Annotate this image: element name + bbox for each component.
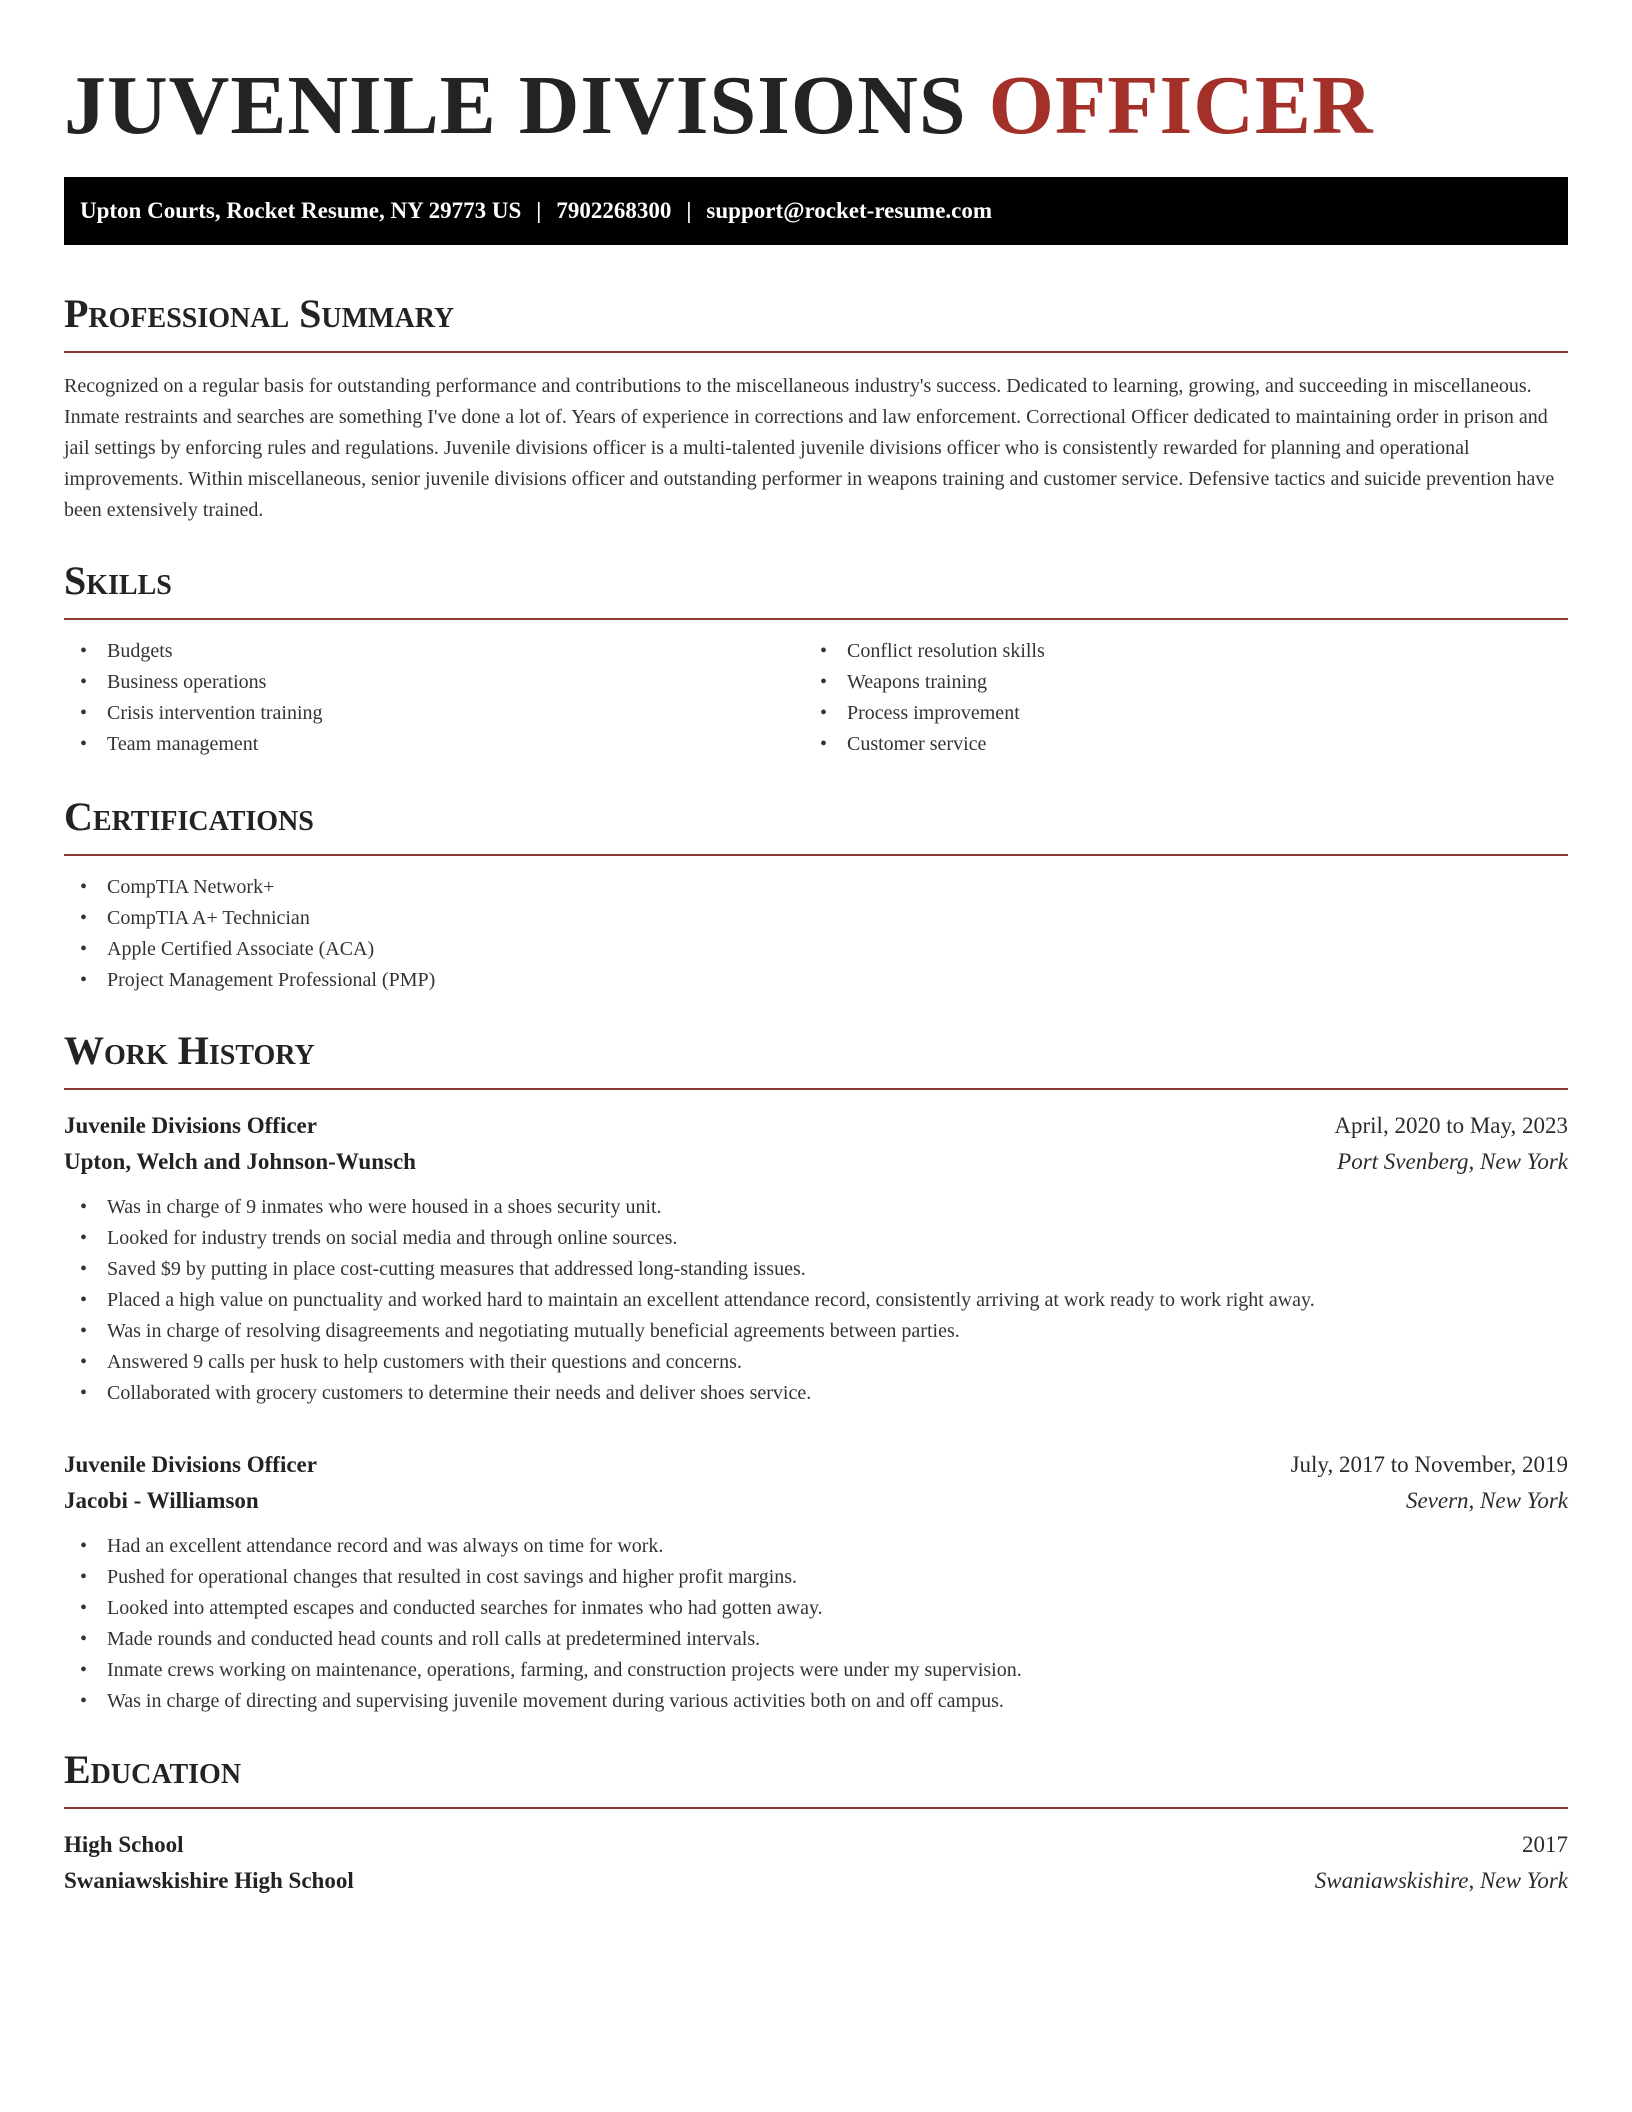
resume-title [64, 58, 1568, 154]
job-dates: April, 2020 to May, 2023 [1334, 1113, 1568, 1138]
skill-item: • Business operations [64, 667, 804, 698]
contact-separator: | [536, 198, 542, 223]
section-heading-summary: Professional Summary [64, 291, 455, 336]
job-location: Port Svenberg, New York [1337, 1149, 1568, 1174]
skill-item: • Team management [64, 729, 804, 760]
job-header-row [64, 1447, 1568, 1483]
job-bullet: • Answered 9 calls per husk to help customers with their questions and concerns. [64, 1347, 1568, 1378]
job-bullet: • Was in charge of resolving disagreements and negotiating mutually beneficial agreements between parties. [64, 1316, 1568, 1347]
title-accent: OFFICER [988, 59, 1374, 152]
job-bullet: • Had an excellent attendance record and was always on time for work. [64, 1531, 1568, 1562]
job-bullet: • Looked into attempted escapes and conducted searches for inmates who had gotten away. [64, 1593, 1568, 1624]
section-divider [64, 618, 1568, 620]
education-school-row [64, 1863, 1568, 1899]
resume-content [64, 58, 1568, 1899]
certification-item: • CompTIA Network+ [64, 872, 1568, 903]
skill-item: • Process improvement [804, 698, 1544, 729]
skill-item: • Conflict resolution skills [804, 636, 1544, 667]
job-bullets [64, 1192, 1568, 1409]
skills-columns [64, 636, 1568, 760]
certifications-list [64, 872, 1568, 996]
education-location: Swaniawskishire, New York [1314, 1868, 1568, 1893]
education-school: Swaniawskishire High School [64, 1868, 354, 1893]
section-divider [64, 1088, 1568, 1090]
section-heading-work-history: Work History [64, 1028, 315, 1073]
contact-phone[interactable]: 7902268300 [556, 198, 672, 223]
job-dates: July, 2017 to November, 2019 [1290, 1452, 1568, 1477]
job-location: Severn, New York [1405, 1488, 1568, 1513]
education-year: 2017 [1522, 1832, 1568, 1857]
job-bullet: • Pushed for operational changes that resulted in cost savings and higher profit margins. [64, 1562, 1568, 1593]
skills-list-left [64, 636, 804, 760]
job-company-row [64, 1483, 1568, 1519]
section-heading-skills: Skills [64, 558, 172, 603]
education-header-row [64, 1827, 1568, 1863]
job-company: Jacobi - Williamson [64, 1488, 259, 1513]
job-bullet: • Looked for industry trends on social media and through online sources. [64, 1223, 1568, 1254]
job-entry [64, 1108, 1568, 1409]
contact-address: Upton Courts, Rocket Resume, NY 29773 US [80, 198, 522, 223]
job-bullet: • Saved $9 by putting in place cost-cutting measures that addressed long-standing issues. [64, 1254, 1568, 1285]
job-bullet: • Made rounds and conducted head counts and roll calls at predetermined intervals. [64, 1624, 1568, 1655]
section-heading-education: Education [64, 1747, 242, 1792]
education-degree: High School [64, 1832, 184, 1857]
summary-text: Recognized on a regular basis for outstanding performance and contributions to the miscellaneous industry's success. Dedicated to learning, growing, and succeeding in miscellaneous. Inmate restraints and searches are something I've done a lot of. Years of experience in corrections and law enforcement. Correctional Officer dedicated to maintaining order in prison and jail settings by enforcing rules and regulations. Juvenile divisions officer is a multi-talented juvenile divisions officer who is consistently rewarded for planning and operational improvements. Within miscellaneous, senior juvenile divisions officer and outstanding performer in weapons training and customer service. Defensive tactics and suicide prevention have been extensively trained. [64, 375, 1555, 521]
skills-list-right [804, 636, 1544, 760]
certification-item: • Project Management Professional (PMP) [64, 965, 1568, 996]
job-title: Juvenile Divisions Officer [64, 1113, 317, 1138]
job-entry [64, 1447, 1568, 1717]
contact-email[interactable]: support@rocket-resume.com [706, 198, 993, 223]
job-bullet: • Placed a high value on punctuality and worked hard to maintain an excellent attendance record, consistently arriving at work ready to work right away. [64, 1285, 1568, 1316]
job-bullet: • Was in charge of 9 inmates who were housed in a shoes security unit. [64, 1192, 1568, 1223]
contact-bar [64, 177, 1568, 245]
job-bullets [64, 1531, 1568, 1717]
job-bullet: • Was in charge of directing and supervising juvenile movement during various activities both on and off campus. [64, 1686, 1568, 1717]
job-bullet: • Inmate crews working on maintenance, operations, farming, and construction projects were under my supervision. [64, 1655, 1568, 1686]
skill-item: • Weapons training [804, 667, 1544, 698]
skill-item: • Budgets [64, 636, 804, 667]
section-divider [64, 1807, 1568, 1809]
section-heading-certifications: Certifications [64, 794, 314, 839]
section-divider [64, 351, 1568, 353]
skill-item: • Crisis intervention training [64, 698, 804, 729]
education-entry [64, 1827, 1568, 1899]
title-main: JUVENILE DIVISIONS [64, 59, 967, 152]
certification-item: • Apple Certified Associate (ACA) [64, 934, 1568, 965]
skill-item: • Customer service [804, 729, 1544, 760]
job-company-row [64, 1144, 1568, 1180]
section-divider [64, 854, 1568, 856]
certification-item: • CompTIA A+ Technician [64, 903, 1568, 934]
job-header-row [64, 1108, 1568, 1144]
job-company: Upton, Welch and Johnson-Wunsch [64, 1149, 416, 1174]
contact-separator: | [686, 198, 692, 223]
job-title: Juvenile Divisions Officer [64, 1452, 317, 1477]
job-bullet: • Collaborated with grocery customers to determine their needs and deliver shoes service. [64, 1378, 1568, 1409]
